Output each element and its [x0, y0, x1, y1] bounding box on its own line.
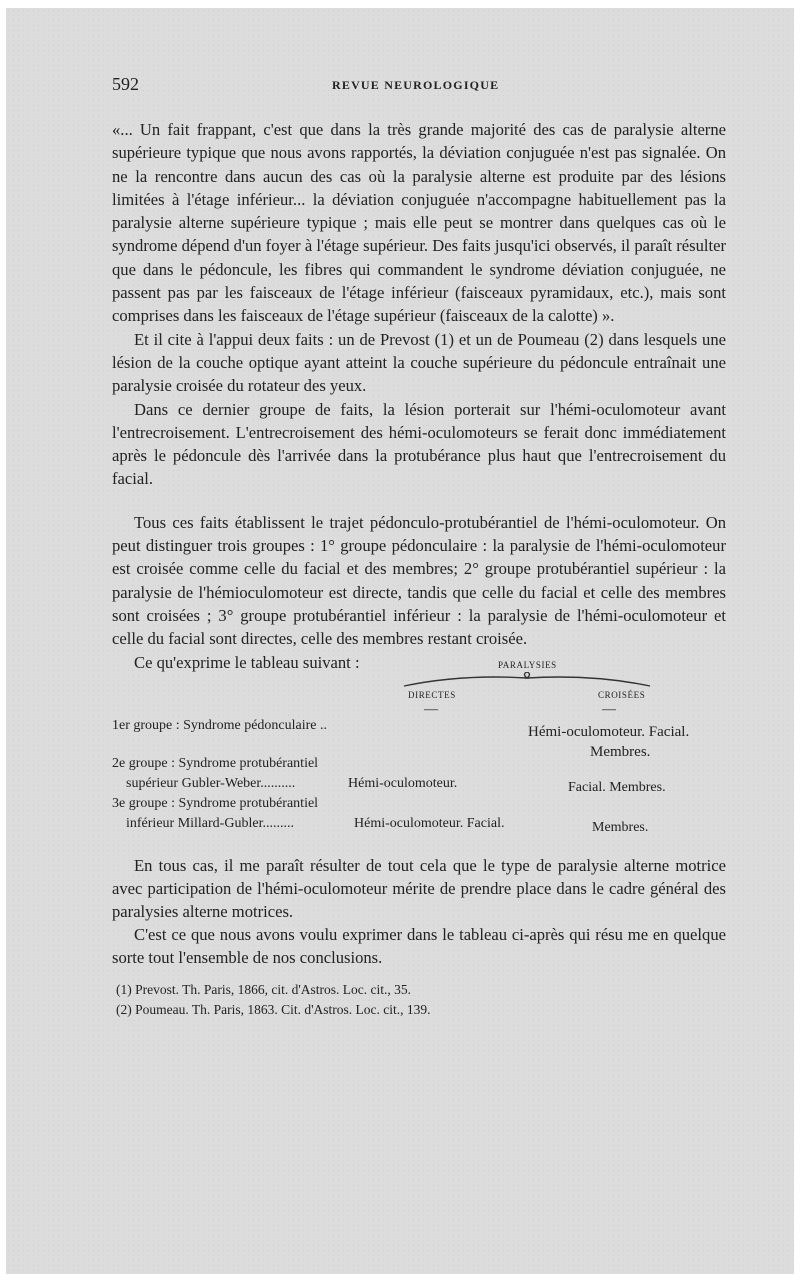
- row2-label-line1: 2e groupe : Syndrome protubérantiel: [112, 756, 319, 771]
- column-header-crossed: CROISÉES: [598, 690, 646, 700]
- page-header: [112, 70, 724, 100]
- paragraph-summary: C'est ce que nous avons voulu exprimer dans le tableau ci-après qui résu me en quelque sorte tout l'ensemble de nos conclusions.: [112, 925, 726, 967]
- running-title: REVUE NEUROLOGIQUE: [332, 78, 500, 92]
- scanned-page: [6, 8, 794, 1274]
- main-text: [112, 118, 726, 674]
- paragraph-last-group: Dans ce dernier groupe de faits, la lésion porterait sur l'hémi-oculomoteur avant l'entrecroisement. L'entrecroisement des hémi-oculomoteurs se ferait donc immédiatement après le pédoncule dès l'arrivée dans la protubérance plus haut que l'entrecroisement du facial.: [112, 399, 726, 489]
- paragraph-citation: Et il cite à l'appui deux faits : un de Prevost (1) et un de Poumeau (2) dans lesquels une lésion de la couche optique ayant atteint la couche supérieure du pédoncule entraînait une paralysie croisée du rotateur des yeux.: [112, 329, 726, 396]
- closing-text: [112, 854, 726, 969]
- brace-icon: [402, 672, 652, 692]
- column-dash-direct: —: [424, 702, 438, 717]
- column-header-direct: DIRECTES: [408, 690, 456, 700]
- row2-direct: Hémi-oculomoteur.: [348, 776, 458, 791]
- footnote-1: (1) Prevost. Th. Paris, 1866, cit. d'Astros. Loc. cit., 35.: [116, 982, 412, 997]
- row3-direct: Hémi-oculomoteur. Facial.: [354, 816, 505, 831]
- row3-label-line1: 3e groupe : Syndrome protubérantiel: [112, 796, 319, 811]
- row1-crossed-line2: Membres.: [590, 744, 651, 760]
- row3-label-line2: inférieur Millard-Gubler.........: [126, 816, 294, 831]
- paragraph-conclusion: En tous cas, il me paraît résulter de tout cela que le type de paralysie alterne motrice avec participation de l'hémi-oculomoteur mérite de prendre place dans le cadre général des paralysies alterne motrices.: [112, 856, 726, 921]
- column-dash-crossed: —: [602, 702, 616, 717]
- footnotes: [112, 980, 726, 1020]
- row2-crossed: Facial. Membres.: [568, 780, 666, 795]
- row2-label-line2: supérieur Gubler-Weber..........: [126, 776, 296, 791]
- table-heading: PARALYSIES: [498, 660, 557, 670]
- paralysis-table: [112, 660, 726, 850]
- footnote-2: (2) Poumeau. Th. Paris, 1863. Cit. d'Astros. Loc. cit., 139.: [116, 1002, 431, 1017]
- row3-crossed: Membres.: [592, 820, 649, 835]
- row1-label: 1er groupe : Syndrome pédonculaire ..: [112, 718, 327, 733]
- row1-crossed-line1: Hémi-oculomoteur. Facial.: [528, 724, 690, 740]
- page-number: 592: [112, 74, 139, 94]
- paragraph-table-intro: Ce qu'exprime le tableau suivant :: [134, 652, 360, 672]
- paragraph-quote: «... Un fait frappant, c'est que dans la très grande majorité des cas de paralysie alterne supérieure typique que nous avons rapportés, la déviation conjuguée n'est pas signalée. On ne la rencontre dans aucun des cas où la paralysie alterne est produite par des lésions limitées à l'étage inférieur... la déviation conjuguée n'accompagne habituellement pas la paralysie alterne supérieure typique ; mais elle peut se montrer dans quelques cas où le syndrome dépend d'un foyer à l'étage supérieur. Des faits jusqu'ici observés, il paraît résulter que dans le pédoncule, les fibres qui commandent le syndrome déviation conjuguée, ne passent pas par les faisceaux de l'étage inférieur (faisceaux pyramidaux, etc.), mais sont comprises dans les faisceaux de l'étage supérieur (faisceaux de la calotte) ».: [112, 120, 726, 326]
- paragraph-three-groups: Tous ces faits établissent le trajet pédonculo-protubérantiel de l'hémi-oculomoteur. On peut distinguer trois groupes : 1° groupe pédonculaire : la paralysie de l'hémi-oculomoteur est croisée comme celle du facial et des membres; 2° groupe protubérantiel supérieur : la paralysie de l'hémioculomoteur est directe, tandis que celle du facial et celle des membres sont croisées ; 3° groupe protubérantiel inférieur : la paralysie de l'hémi-oculomoteur et celle du facial sont directes, celle des membres restant croisée.: [112, 512, 726, 649]
